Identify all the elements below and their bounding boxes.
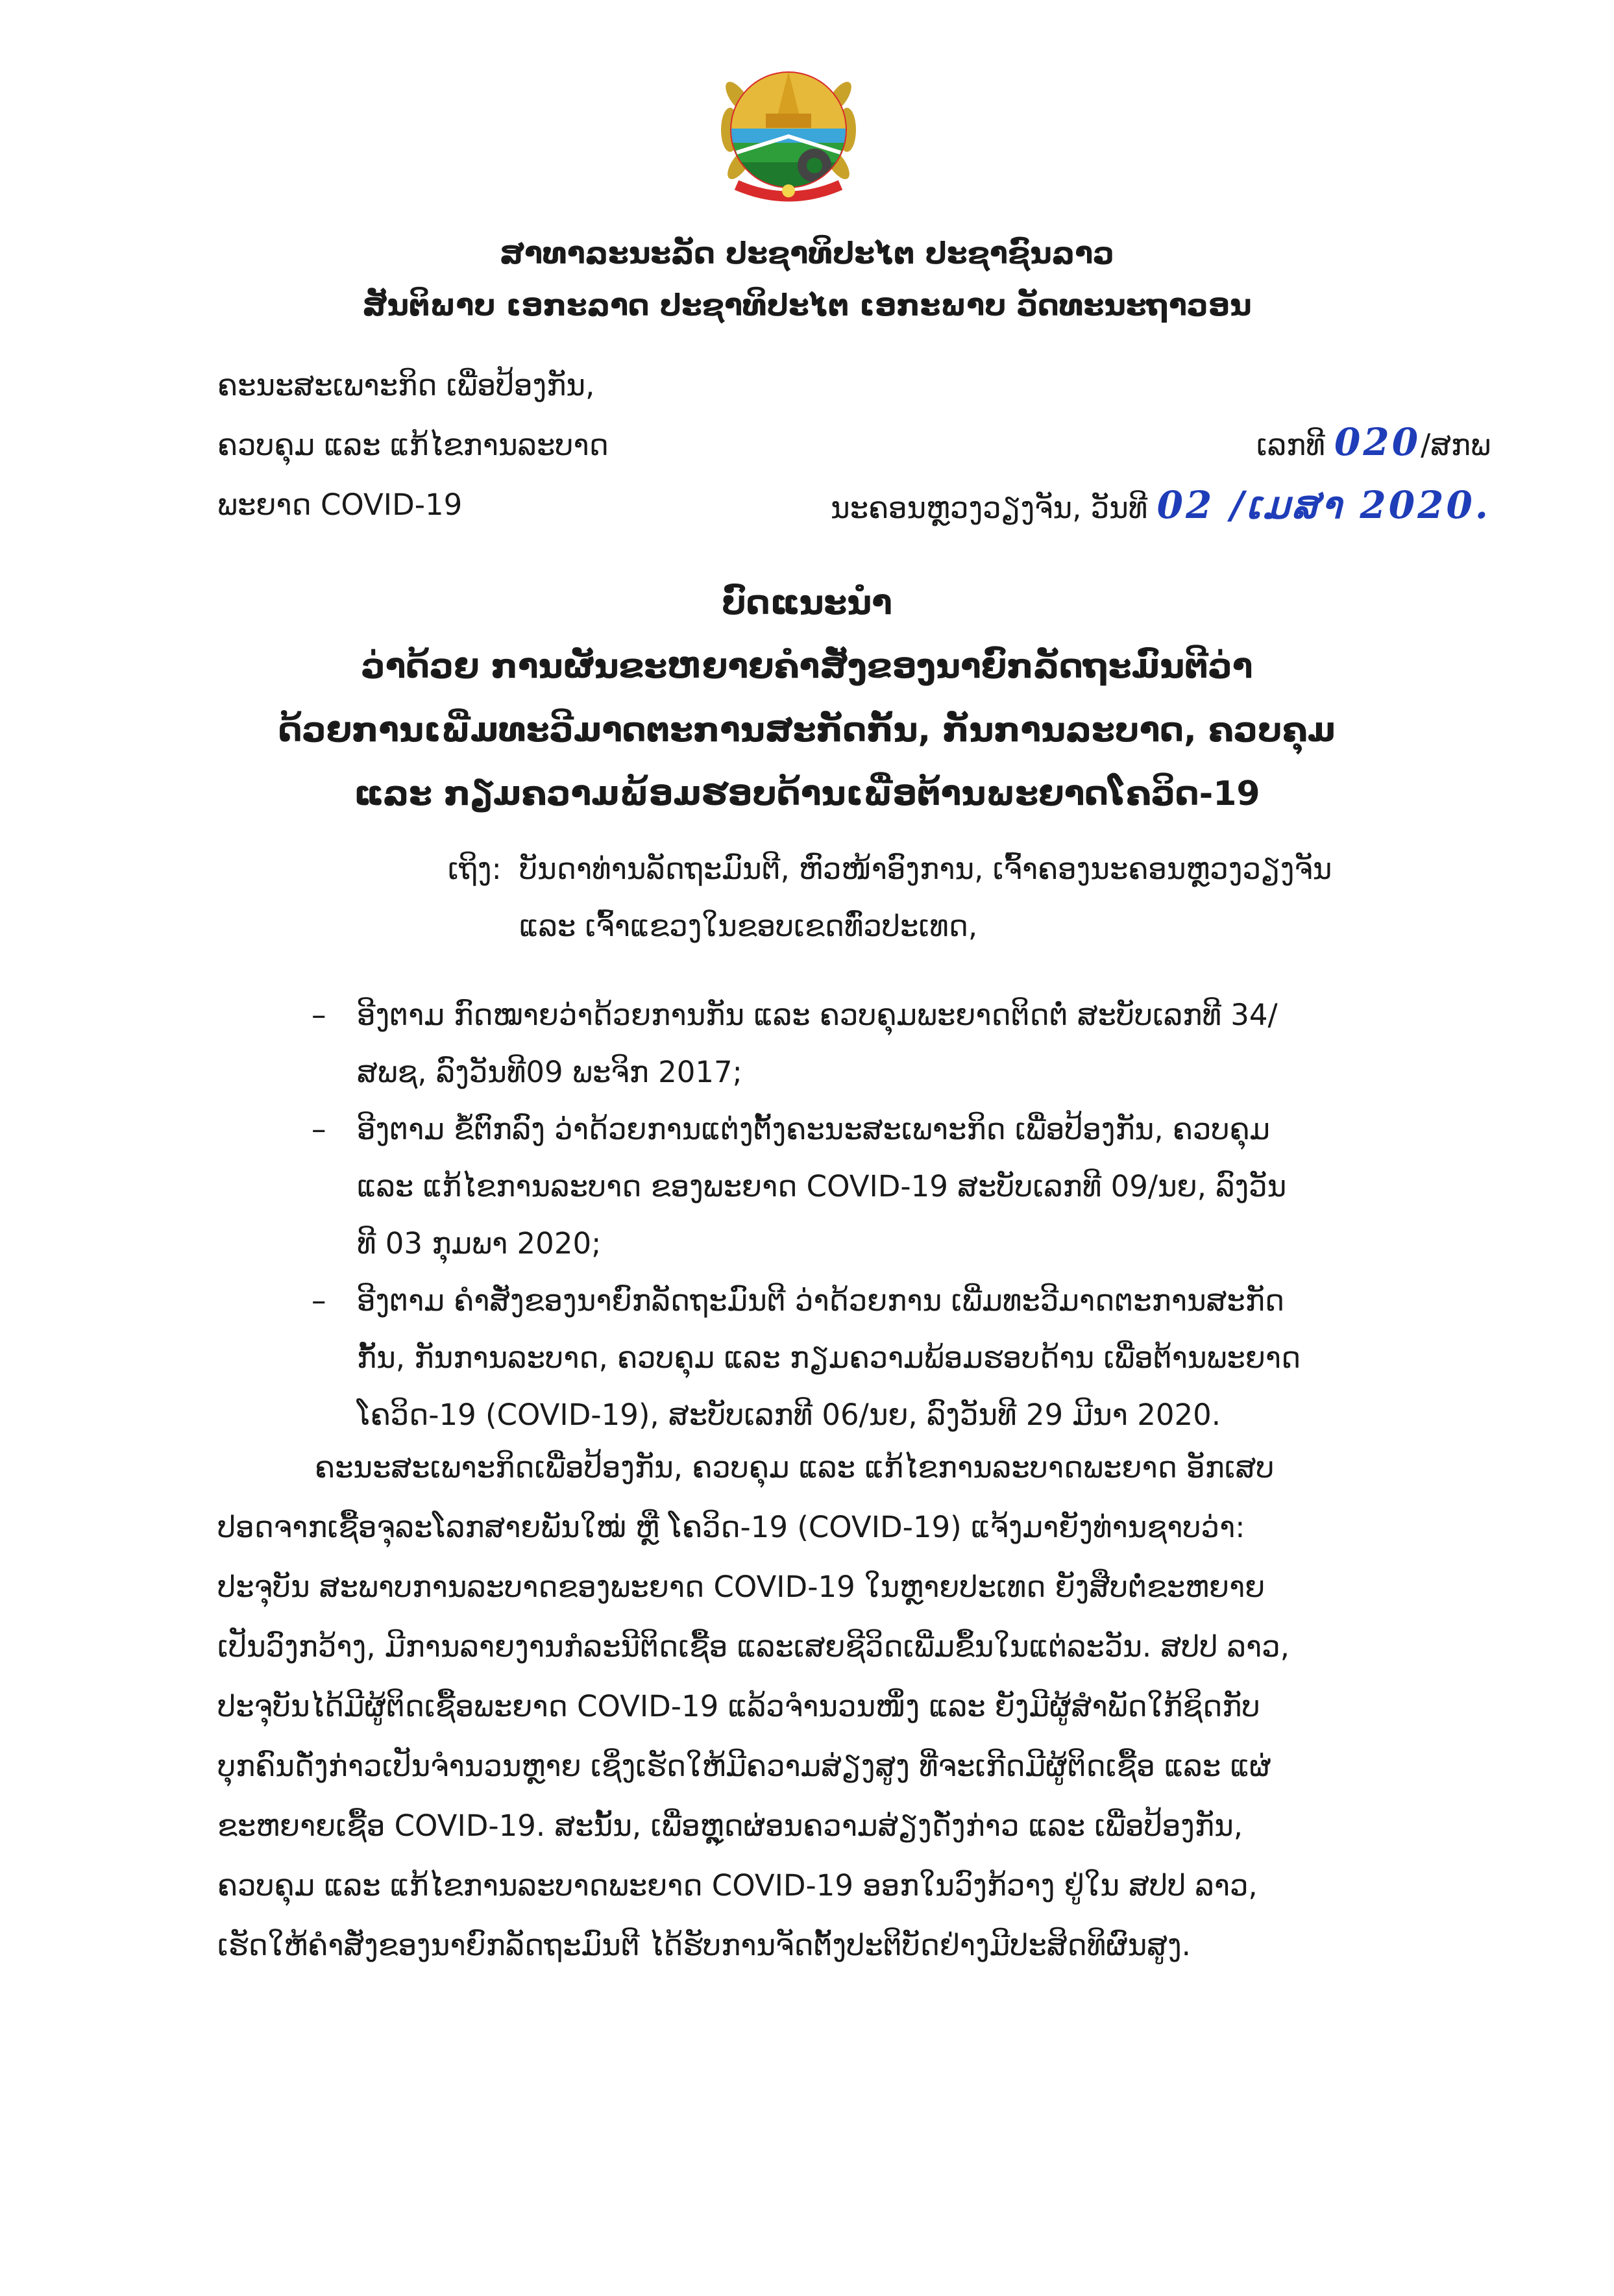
body-line: ເປັນວົງກວ້າງ, ມີການລາຍງານກໍລະນີຕິດເຊື້ອ ແລະເສຍຊີວິດເພີ່ມຂຶ້ນໃນແຕ່ລະວັນ. ສປປ ລາວ, xyxy=(217,1629,1290,1664)
body-line: ປະຈຸບັນໄດ້ມີຜູ້ຕິດເຊື້ອພະຍາດ COVID-19 ແລ້ວຈຳນວນໜຶ່ງ ແລະ ຍັງມີຜູ້ສຳພັດໃກ້ຊິດກັບ xyxy=(217,1689,1260,1723)
body-line: ປະຈຸບັນ ສະພາບການລະບາດຂອງພະຍາດ COVID-19 ໃນຫຼາຍປະເທດ ຍັງສືບຕໍ່ຂະຫຍາຍ xyxy=(217,1570,1266,1604)
reference-number-suffix: /ສກພ xyxy=(1421,428,1491,462)
reference-item xyxy=(312,987,1350,1101)
reference-line: ອີງຕາມ ກົດໝາຍວ່າດ້ວຍການກັນ ແລະ ຄວບຄຸມພະຍາດຕິດຕໍ່ ສະບັບເລກທີ 34/ xyxy=(357,998,1278,1032)
state-motto: ສັນຕິພາບ ເອກະລາດ ປະຊາທິປະໄຕ ເອກະພາບ ວັດທະນະຖາວອນ xyxy=(362,288,1252,323)
reference-number-label: ເລກທີ xyxy=(1256,428,1325,462)
body-line: ເຮັດໃຫ້ຄຳສັ່ງຂອງນາຍົກລັດຖະມົນຕີ ໄດ້ຮັບການຈັດຕັ້ງປະຕິບັດຢ່າງມີປະສິດທິຜົນສູງ. xyxy=(217,1928,1191,1962)
body-line: ປອດຈາກເຊື້ອຈຸລະໂລກສາຍພັນໃໝ່ ຫຼື ໂຄວິດ-19 (COVID-19) ແຈ້ງມາຍັງທ່ານຊາບວ່າ: xyxy=(217,1510,1245,1544)
committee-line-2: ຄວບຄຸມ ແລະ ແກ້ໄຂການລະບາດ xyxy=(217,428,609,462)
title-line-1: ບົດແນະນຳ xyxy=(722,584,892,623)
place-date-label: ນະຄອນຫຼວງວຽງຈັນ, ວັນທີ xyxy=(831,491,1148,525)
committee-line-3: ພະຍາດ COVID-19 xyxy=(217,488,463,522)
reference-item xyxy=(312,1272,1350,1444)
reference-item xyxy=(312,1101,1350,1272)
reference-dash: – xyxy=(312,1283,326,1318)
addressee-block xyxy=(448,841,1460,955)
state-name: ສາທາລະນະລັດ ປະຊາທິປະໄຕ ປະຊາຊົນລາວ xyxy=(500,236,1114,271)
reference-line: ສພຊ, ລົງວັນທີ09 ພະຈິກ 2017; xyxy=(357,1055,742,1089)
state-header xyxy=(0,227,1614,331)
title-line-2: ວ່າດ້ວຍ ການຜັນຂະຫຍາຍຄຳສັ່ງຂອງນາຍົກລັດຖະມົນຕີວ່າ xyxy=(361,647,1253,686)
reference-dash: – xyxy=(312,1112,326,1146)
body-line: ຂະຫຍາຍເຊື້ອ COVID-19. ສະນັ້ນ, ເພື່ອຫຼຸດຜ່ອນຄວາມສ່ຽງດັ່ງກ່າວ ແລະ ເພື່ອປ້ອງກັນ, xyxy=(217,1808,1243,1843)
body-paragraph xyxy=(217,1438,1373,1975)
body-line: ຄະນະສະເພາະກິດເພື່ອປ້ອງກັນ, ຄວບຄຸມ ແລະ ແກ້ໄຂການລະບາດພະຍາດ ອັກເສບ xyxy=(315,1450,1275,1485)
body-line: ຄວບຄຸມ ແລະ ແກ້ໄຂການລະບາດພະຍາດ COVID-19 ອອກໃນວົງກ້ວາງ ຢູ່ໃນ ສປປ ລາວ, xyxy=(217,1868,1258,1903)
document-reference xyxy=(582,412,1491,538)
title-line-3: ດ້ວຍການເພີ່ມທະວີມາດຕະການສະກັດກັ້ນ, ກັນການລະບາດ, ຄວບຄຸມ xyxy=(278,711,1336,750)
place-date-line xyxy=(582,475,1491,538)
committee-line-1: ຄະນະສະເພາະກິດ ເພື່ອປ້ອງກັນ, xyxy=(217,368,595,402)
reference-dash: – xyxy=(312,998,326,1032)
reference-line: ແລະ ແກ້ໄຂການລະບາດ ຂອງພະຍາດ COVID-19 ສະບັບເລກທີ 09/ນຍ, ລົງວັນ xyxy=(357,1169,1287,1204)
title-line-4: ແລະ ກຽມຄວາມພ້ອມຮອບດ້ານເພື່ອຕ້ານພະຍາດໂຄວິດ-19 xyxy=(354,774,1260,813)
body-line: ບຸກຄົນດັ່ງກ່າວເປັນຈຳນວນຫຼາຍ ເຊິ່ງເຮັດໃຫ້ມີຄວາມສ່ຽງສູງ ທີ່ຈະເກີດມີຜູ້ຕິດເຊື້ອ ແລະ ແຜ່ xyxy=(217,1749,1271,1783)
date-value: 02 /ເມສາ 2020. xyxy=(1156,483,1491,527)
addressee-line-1: ບັນດາທ່ານລັດຖະມົນຕີ, ຫົວໜ້າອົງການ, ເຈົ້າຄອງນະຄອນຫຼວງວຽງຈັນ xyxy=(519,852,1332,886)
reference-number-value: 020 xyxy=(1334,420,1421,464)
reference-number-line xyxy=(582,412,1491,475)
lao-national-emblem-icon xyxy=(711,52,866,208)
reference-line: ອີງຕາມ ຄຳສັ່ງຂອງນາຍົກລັດຖະມົນຕີ ວ່າດ້ວຍການ ເພີ່ມທະວີມາດຕະການສະກັດ xyxy=(357,1283,1285,1318)
reference-line: ທີ 03 ກຸມພາ 2020; xyxy=(357,1226,602,1261)
legal-references xyxy=(312,987,1350,1444)
addressee-line-2: ແລະ ເຈົ້າແຂວງໃນຂອບເຂດທົ່ວປະເທດ, xyxy=(519,909,978,943)
addressee-label: ເຖິງ: xyxy=(448,852,502,886)
document-title xyxy=(0,571,1614,826)
reference-line: ກັ້ນ, ກັນການລະບາດ, ຄວບຄຸມ ແລະ ກຽມຄວາມພ້ອມຮອບດ້ານ ເພື່ອຕ້ານພະຍາດ xyxy=(357,1340,1301,1375)
reference-line: ອີງຕາມ ຂໍ້ຕົກລົງ ວ່າດ້ວຍການແຕ່ງຕັ້ງຄະນະສະເພາະກິດ ເພື່ອປ້ອງກັນ, ຄວບຄຸມ xyxy=(357,1112,1270,1146)
reference-line: ໂຄວິດ-19 (COVID-19), ສະບັບເລກທີ 06/ນຍ, ລົງວັນທີ 29 ມີນາ 2020. xyxy=(357,1398,1221,1432)
